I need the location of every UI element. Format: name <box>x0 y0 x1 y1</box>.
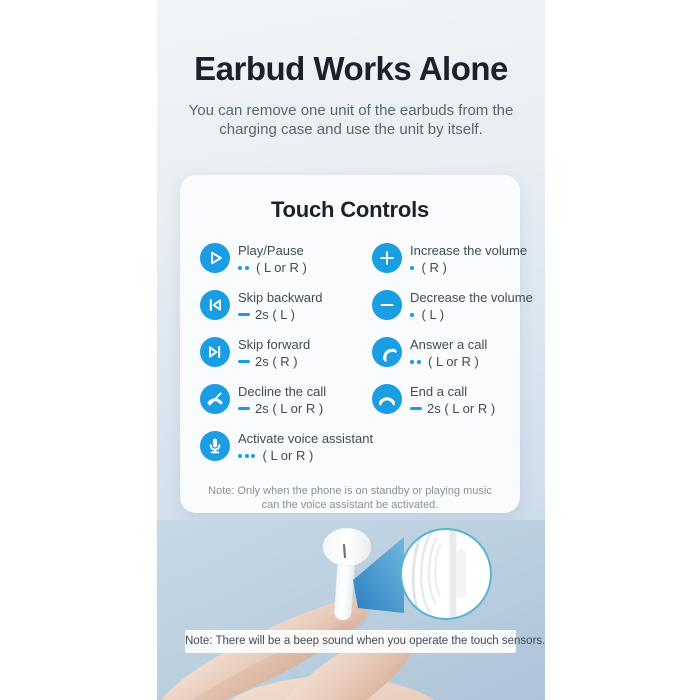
control-gesture: ( L or R ) <box>428 354 479 369</box>
top-section <box>157 0 545 520</box>
infographic-panel <box>157 0 545 700</box>
controls-column-left <box>200 242 372 477</box>
control-gesture: 2s ( L ) <box>255 307 295 322</box>
play-pause-icon <box>200 243 230 273</box>
control-item <box>200 430 372 464</box>
gesture-marker <box>238 266 251 270</box>
control-label: Skip forward <box>238 337 311 352</box>
control-label: Decline the call <box>238 384 327 399</box>
control-label: Increase the volume <box>410 243 528 258</box>
control-item <box>200 383 372 417</box>
voice-assistant-note: Note: Only when the phone is on standby or playing music can the voice assistant be activated. <box>208 485 492 511</box>
gesture-marker <box>238 313 250 317</box>
control-label: Activate voice assistant <box>238 431 374 446</box>
skip-forward-icon <box>200 337 230 367</box>
gesture-marker <box>410 266 417 270</box>
gesture-marker <box>238 360 250 364</box>
control-item <box>372 336 533 370</box>
control-gesture: ( L or R ) <box>262 448 314 463</box>
control-gesture: 2s ( L or R ) <box>427 401 496 416</box>
gesture-marker <box>238 454 258 458</box>
earbud-head <box>323 528 371 566</box>
card-title: Touch Controls <box>270 197 430 222</box>
control-item <box>372 289 533 323</box>
control-item <box>372 242 533 276</box>
control-label: Play/Pause <box>238 243 304 258</box>
gesture-marker <box>238 407 250 411</box>
earbud-photo <box>157 520 545 700</box>
voice-assistant-icon <box>200 431 230 461</box>
volume-up-icon <box>372 243 402 273</box>
hero <box>157 0 545 139</box>
decline-call-icon <box>200 384 230 414</box>
answer-call-icon <box>372 337 402 367</box>
control-item <box>372 383 533 417</box>
page-title: Earbud Works Alone <box>194 50 508 87</box>
control-item <box>200 336 372 370</box>
control-label: Skip backward <box>238 290 323 305</box>
gesture-marker <box>410 407 422 411</box>
control-item <box>200 242 372 276</box>
page-subtitle: You can remove one unit of the earbuds from the charging case and use the unit by itself. <box>188 102 514 138</box>
beep-note: Note: There will be a beep sound when you operate the touch sensors. <box>185 630 516 653</box>
earbud-slit <box>344 545 345 557</box>
control-gesture: ( L or R ) <box>256 260 307 275</box>
controls-column-right <box>372 242 533 477</box>
end-call-icon <box>372 384 402 414</box>
gesture-marker <box>410 360 423 364</box>
control-gesture: ( R ) <box>421 260 447 275</box>
control-gesture: 2s ( R ) <box>255 354 298 369</box>
control-label: Decrease the volume <box>410 290 533 305</box>
control-label: End a call <box>410 384 468 399</box>
control-gesture: 2s ( L or R ) <box>255 401 324 416</box>
hand-earbud-illustration <box>157 520 545 700</box>
gesture-marker <box>410 313 417 317</box>
control-gesture: ( L ) <box>421 307 445 322</box>
control-item <box>200 289 372 323</box>
touch-controls-card <box>180 175 533 513</box>
volume-down-icon <box>372 290 402 320</box>
control-label: Answer a call <box>410 337 488 352</box>
skip-backward-icon <box>200 290 230 320</box>
controls-grid <box>200 242 533 477</box>
